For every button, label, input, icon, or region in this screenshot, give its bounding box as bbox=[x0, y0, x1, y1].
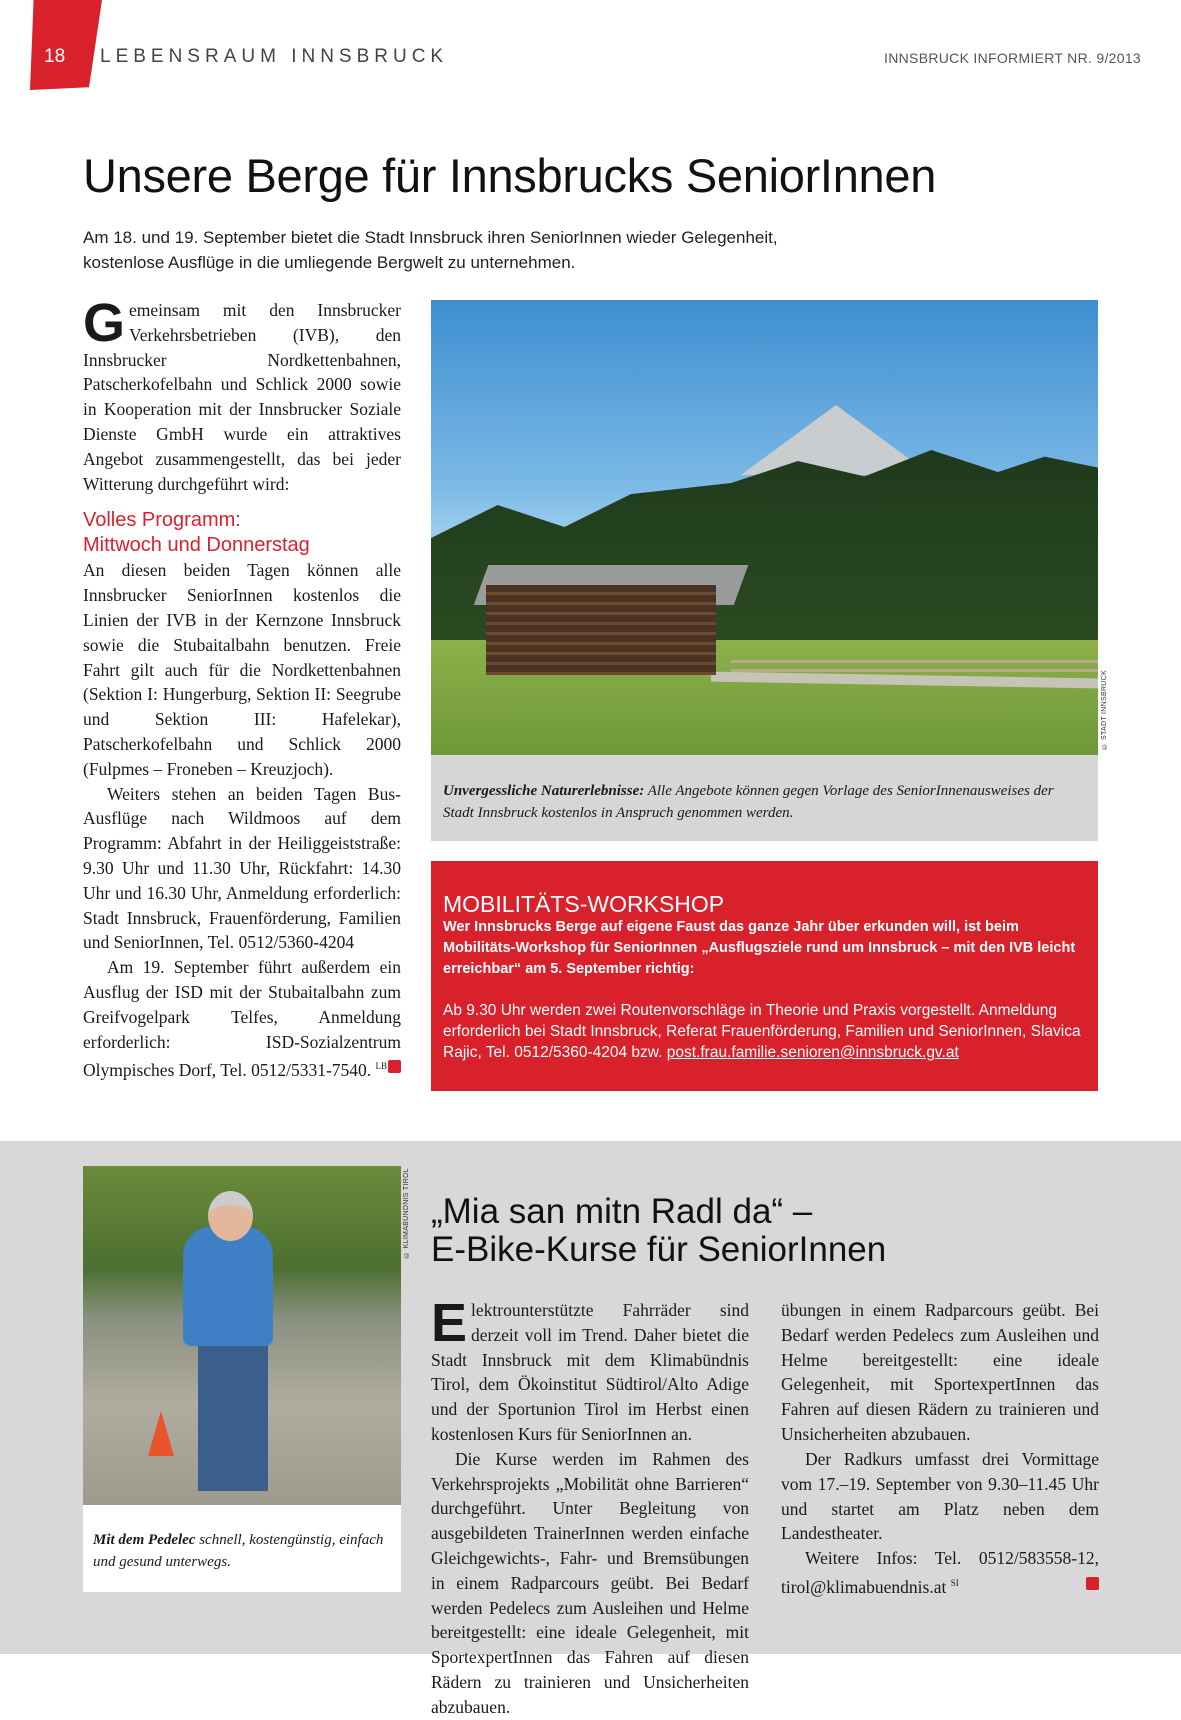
workshop-body-text: Ab 9.30 Uhr werden zwei Routenvorschläge in Theorie und Praxis vorgestellt. Anmeldung erforderlich bei Stadt Innsbruck, Referat Frauenförderung, Familien und SeniorInnen, Slavica Rajic, Tel. 0512/5360-4204 bzw. bbox=[443, 1002, 1081, 1061]
photo-caption bbox=[431, 755, 1098, 841]
subheading-line: Mittwoch und Donnerstag bbox=[83, 534, 310, 557]
ebike-title bbox=[431, 1193, 886, 1269]
rider-head bbox=[208, 1191, 253, 1241]
workshop-title: MOBILITÄTS-WORKSHOP bbox=[443, 891, 725, 917]
drop-cap: G bbox=[83, 293, 126, 353]
caption-bold: Unvergessliche Naturerlebnisse: bbox=[443, 783, 645, 799]
title-line: E-Bike-Kurse für SeniorInnen bbox=[431, 1230, 887, 1269]
traffic-cone bbox=[148, 1411, 174, 1456]
intro-text: emeinsam mit den Innsbrucker Verkehrsbetrieben (IVB), den Innsbrucker Nordkettenbahnen, Patscherkofelbahn und Schlick 2000 sowie in Kooperation mit der Innsbrucker Soziale Dienste GmbH wurde ein attraktives Angebot zusammengestellt, das bei jeder Witterung durchgeführt wird: bbox=[83, 300, 401, 494]
paragraph: Die Kurse werden im Rahmen des Verkehrsprojekts „Mobilität ohne Barrieren“ durchgeführt. Unter Begleitung von ausgebildeten TrainerInnen werden einfache Gleichgewichts-, Fahr- und Bremsübungen in einem Radparcours geübt. Bei Bedarf werden Pedelecs zum Ausleihen und Helme bereitgestellt: eine ideale Gelegenheit, mit SportexpertInnen das Fahren auf diesen Rädern zu trainieren und Unsicherheiten abzubauen. bbox=[431, 1448, 749, 1717]
author-initials: LB bbox=[375, 1061, 388, 1072]
workshop-body bbox=[443, 1000, 1086, 1063]
page-tab bbox=[30, 0, 102, 90]
intro-paragraph bbox=[83, 293, 401, 496]
paragraph: Der Radkurs umfasst drei Vormittage vom 17.–19. September von 9.30–11.45 Uhr und startet am Platz neben dem Landestheater. bbox=[781, 1449, 1099, 1544]
workshop-email-link[interactable]: post.frau.familie.senioren@innsbruck.gv.at bbox=[666, 1044, 959, 1061]
issue-label: INNSBRUCK INFORMIERT NR. 9/2013 bbox=[884, 50, 1141, 66]
page-number: 18 bbox=[44, 46, 66, 67]
photo-caption bbox=[83, 1505, 401, 1592]
workshop-box bbox=[431, 861, 1098, 1091]
workshop-intro: Wer Innsbrucks Berge auf eigene Faust das ganze Jahr über erkunden will, ist beim Mobilitäts-Workshop für SeniorInnen „Ausflugsziele rund um Innsbruck – mit den IVB leicht erreichbar“ am 5. September richtig: bbox=[443, 919, 1076, 977]
caption-text: schnell, kostengünstig, einfach und gesund unterwegs. bbox=[93, 1532, 384, 1570]
klimabuendnis-email-link[interactable]: tirol@klimabuendnis.at bbox=[781, 1576, 947, 1597]
ebike-column-1 bbox=[431, 1293, 749, 1717]
paragraph bbox=[83, 955, 401, 1083]
caption-bold: Mit dem Pedelec bbox=[93, 1532, 196, 1548]
drop-cap: E bbox=[431, 1293, 468, 1353]
subheading-line: Volles Programm: bbox=[83, 509, 241, 532]
paragraph bbox=[781, 1298, 1099, 1447]
paragraph-text: lektrounterstützte Fahrräder sind derzeit voll im Trend. Daher bietet die Stadt Innsbruck mit dem Klimabündnis Tirol, dem Ökoinstitut Südtirol/Alto Adige und der Sportunion Tirol im Herbst einen kostenlosen Kurs für SeniorInnen an. bbox=[431, 1300, 749, 1444]
paragraph-text: Weitere Infos: Tel. 0512/583558-12, bbox=[805, 1548, 1099, 1569]
author-initials: SI bbox=[950, 1577, 959, 1588]
article-title: Unsere Berge für Innsbrucks SeniorInnen bbox=[83, 149, 937, 202]
paragraph bbox=[431, 1293, 749, 1447]
subheading bbox=[83, 508, 401, 558]
ebike-column-2 bbox=[781, 1298, 1099, 1600]
pedelec-photo bbox=[83, 1166, 401, 1505]
end-mark-icon bbox=[1086, 1577, 1099, 1590]
article-body bbox=[83, 293, 401, 1083]
end-mark-icon bbox=[388, 1060, 401, 1073]
paragraph-continuation: übungen in einem Radparcours geübt. Bei Bedarf werden Pedelecs zum Ausleihen und Helme bereitgestellt: eine ideale Gelegenheit, mit SportexpertInnen das Fahren auf diesen Rädern zu trainieren und Unsicherheiten abzubauen. bbox=[781, 1300, 1099, 1444]
article-lead: Am 18. und 19. September bietet die Stadt Innsbruck ihren SeniorInnen wieder Gelegenheit, kostenlose Ausflüge in die umliegende Bergwelt zu unternehmen. bbox=[83, 228, 778, 272]
caption-text: Alle Angebote können gegen Vorlage des SeniorInnenausweises der Stadt Innsbruck kostenlos in Anspruch genommen werden. bbox=[443, 783, 1054, 821]
wooden-hut bbox=[486, 585, 716, 675]
fence bbox=[731, 660, 1098, 672]
mountain-hut-photo bbox=[431, 300, 1098, 755]
photo-credit: © STADT INNSBRUCK bbox=[1101, 670, 1108, 750]
paragraph: An diesen beiden Tagen können alle Innsbrucker SeniorInnen kostenlos die Linien der IVB in der Kernzone Innsbruck sowie die Stubaitalbahn benutzen. Freie Fahrt gilt auch für die Nordkettenbahnen (Sektion I: Hungerburg, Sektion II: Seegrube und Sektion III: Hafelekar), Patscherkofelbahn und Schlick 2000 (Fulpmes – Froneben – Kreuzjoch). bbox=[83, 560, 401, 779]
photo-credit: © KLIMABÜNDNIS TIROL bbox=[403, 1168, 410, 1258]
section-title: LEBENSRAUM INNSBRUCK bbox=[100, 46, 449, 67]
rider bbox=[183, 1226, 273, 1346]
rider-legs bbox=[198, 1341, 268, 1491]
paragraph bbox=[781, 1546, 1099, 1599]
title-line: „Mia san mitn Radl da“ – bbox=[431, 1192, 813, 1231]
paragraph-text: Am 19. September führt außerdem ein Ausflug der ISD mit der Stubaitalbahn zum Greifvogelpark Telfes, Anmeldung erforderlich: ISD-Sozialzentrum Olympisches Dorf, Tel. 0512/5331-7540. bbox=[83, 957, 401, 1081]
paragraph: Weiters stehen an beiden Tagen Bus-Ausflüge nach Wildmoos auf dem Programm: Abfahrt in der Heiliggeiststraße: 9.30 Uhr und 11.30 Uhr, Rückfahrt: 14.30 Uhr und 16.30 Uhr, Anmeldung erforderlich: Stadt Innsbruck, Frauenförderung, Familien und SeniorInnen, Tel. 0512/5360-4204 bbox=[83, 783, 401, 953]
